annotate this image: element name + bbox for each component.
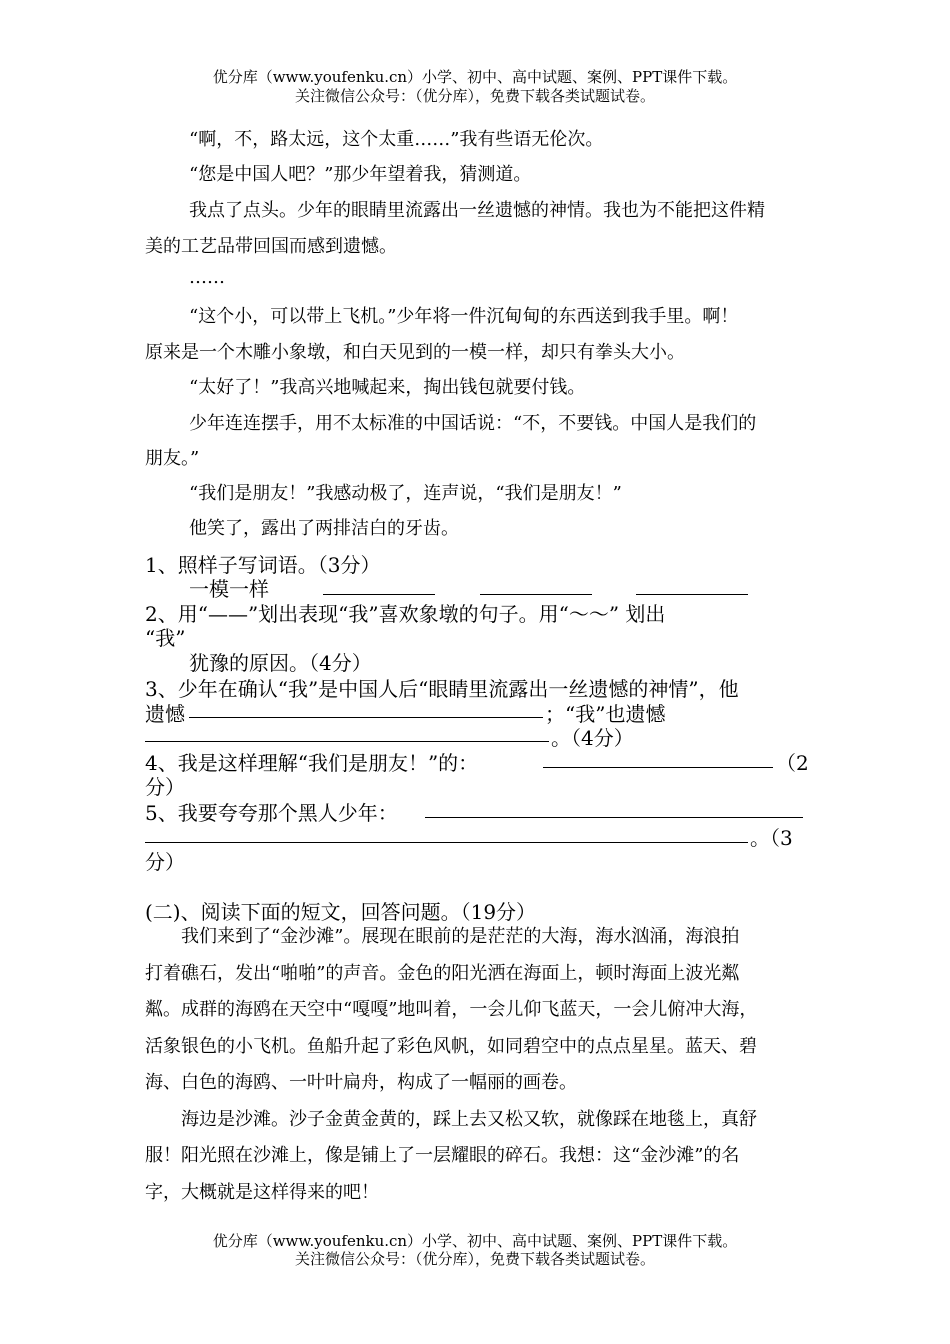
header-line-1: 优分库（www.youfenku.cn）小学、初中、高中试题、案例、PPT课件下载。 bbox=[212, 68, 738, 86]
question-5: 5、我要夸夸那个黑人少年： bbox=[145, 801, 398, 825]
question-4: 4、我是这样理解“我们是朋友！”的： bbox=[145, 751, 479, 775]
answer-blank[interactable] bbox=[323, 594, 435, 595]
paragraph-line: 我点了点头。少年的眼睛里流露出一丝遗憾的神情。我也为不能把这件精 bbox=[189, 200, 765, 221]
question-3-cont: ；“我”也遗憾 bbox=[545, 702, 666, 726]
answer-blank[interactable] bbox=[189, 717, 543, 718]
paragraph-line: “您是中国人吧？”那少年望着我，猜测道。 bbox=[189, 164, 532, 185]
paragraph-line: 粼。成群的海鸥在天空中“嘎嘎”地叫着，一会儿仰飞蓝天，一会儿俯冲大海， bbox=[145, 999, 758, 1020]
answer-blank[interactable] bbox=[425, 817, 803, 818]
question-3: 3、少年在确认“我”是中国人后“眼睛里流露出一丝遗憾的神情”，他 bbox=[145, 677, 739, 701]
paragraph-line: 活象银色的小飞机。鱼船升起了彩色风帆，如同碧空中的点点星星。蓝天、碧 bbox=[145, 1036, 757, 1057]
paragraph-line: 少年连连摆手，用不太标准的中国话说：“不，不要钱。中国人是我们的 bbox=[189, 413, 757, 434]
paragraph-line: 海边是沙滩。沙子金黄金黄的，踩上去又松又软，就像踩在地毯上，真舒 bbox=[181, 1109, 757, 1130]
paragraph-line: 打着礁石，发出“啪啪”的声音。金色的阳光洒在海面上，顿时海面上波光粼 bbox=[145, 963, 740, 984]
footer-line-1: 优分库（www.youfenku.cn）小学、初中、高中试题、案例、PPT课件下载。 bbox=[212, 1232, 738, 1250]
question-1: 1、照样子写词语。（3分） bbox=[145, 553, 381, 577]
paragraph-line: 服！阳光照在沙滩上，像是铺上了一层耀眼的碎石。我想：这“金沙滩”的名 bbox=[145, 1145, 740, 1166]
question-2-cont: “我” bbox=[145, 626, 186, 650]
question-4-score: （2 bbox=[776, 751, 809, 775]
question-3-cont: 遗憾 bbox=[145, 702, 185, 726]
question-4-score: 分） bbox=[145, 775, 185, 799]
paragraph-line: 海、白色的海鸥、一叶叶扁舟，构成了一幅丽的画卷。 bbox=[145, 1072, 577, 1093]
answer-blank[interactable] bbox=[636, 594, 748, 595]
section-title: (二)、阅读下面的短文，回答问题。（19分） bbox=[145, 900, 537, 924]
header-line-2: 关注微信公众号：（优分库），免费下载各类试题试卷。 bbox=[294, 87, 655, 105]
ellipsis-line: …… bbox=[189, 267, 225, 288]
answer-blank[interactable] bbox=[543, 767, 773, 768]
paragraph-line: “这个小，可以带上飞机。”少年将一件沉甸甸的东西送到我手里。啊！ bbox=[189, 306, 739, 327]
question-5-score: 。（3 bbox=[750, 826, 793, 850]
question-2: 2、用“——”划出表现“我”喜欢象墩的句子。用“～～” 划出 bbox=[145, 602, 666, 626]
paragraph-line: 朋友。” bbox=[145, 448, 200, 469]
paragraph-line: 原来是一个木雕小象墩，和白天见到的一模一样，却只有拳头大小。 bbox=[145, 342, 685, 363]
question-1-example: 一模一样 bbox=[189, 577, 269, 601]
footer-line-2: 关注微信公众号：（优分库），免费下载各类试题试卷。 bbox=[294, 1250, 655, 1268]
paragraph-line: 美的工艺品带回国而感到遗憾。 bbox=[145, 236, 397, 257]
answer-blank[interactable] bbox=[145, 741, 549, 742]
answer-blank[interactable] bbox=[145, 842, 748, 843]
question-3-end: 。（4分） bbox=[551, 726, 634, 750]
question-2-cont: 犹豫的原因。（4分） bbox=[189, 651, 372, 675]
paragraph-line: “太好了！”我高兴地喊起来，掏出钱包就要付钱。 bbox=[189, 377, 586, 398]
answer-blank[interactable] bbox=[480, 594, 592, 595]
paragraph-line: “我们是朋友！”我感动极了，连声说，“我们是朋友！” bbox=[189, 483, 622, 504]
paragraph-line: 他笑了，露出了两排洁白的牙齿。 bbox=[189, 518, 459, 539]
paragraph-line: “啊，不，路太远，这个太重……”我有些语无伦次。 bbox=[189, 129, 604, 150]
paragraph-line: 字，大概就是这样得来的吧！ bbox=[145, 1182, 379, 1203]
question-5-score: 分） bbox=[145, 850, 185, 874]
paragraph-line: 我们来到了“金沙滩”。展现在眼前的是茫茫的大海，海水汹涌，海浪拍 bbox=[181, 926, 740, 947]
